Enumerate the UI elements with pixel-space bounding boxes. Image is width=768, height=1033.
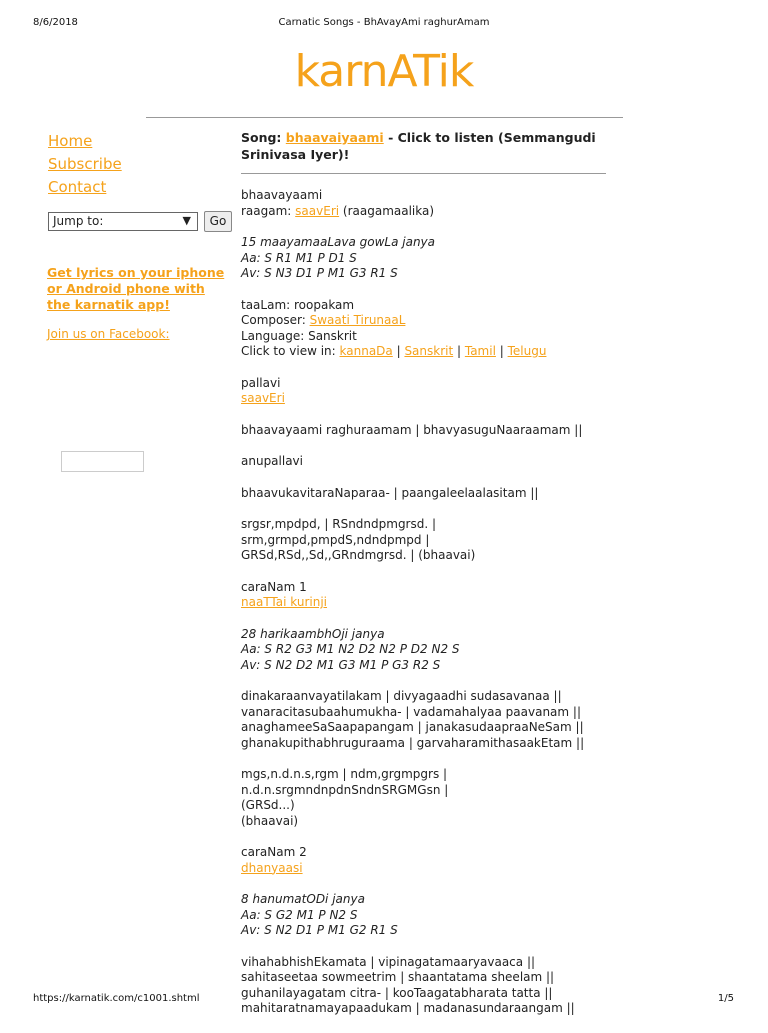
pallavi-line: bhaavayaami raghuraamam | bhavyasuguNaaraamam || bbox=[241, 422, 583, 437]
app-promo-link[interactable]: Get lyrics on your iphone or Android phone with the karnatik app! bbox=[47, 265, 225, 312]
pallavi-raga-link[interactable]: saavEri bbox=[241, 391, 285, 405]
caranam1-scale bbox=[241, 627, 621, 674]
caranam2-scale bbox=[241, 892, 621, 939]
sidebar-nav bbox=[48, 130, 122, 199]
arohanam-text: Aa: S R1 M1 P D1 S bbox=[241, 250, 357, 265]
pallavi-heading bbox=[241, 376, 621, 407]
raagam-note: (raagamaalika) bbox=[339, 203, 435, 218]
language-text: Language: Sanskrit bbox=[241, 328, 357, 343]
caranam2-heading bbox=[241, 845, 621, 876]
mela-text: 8 hanumatODi janya bbox=[241, 892, 365, 906]
view-kannada-link[interactable]: kannaDa bbox=[339, 344, 393, 358]
lyric-line: dinakaraanvayatilakam | divyagaadhi sudasavanaa || bbox=[241, 689, 562, 703]
avarohanam-text: Av: S N2 D1 P M1 G2 R1 S bbox=[241, 923, 398, 937]
swaram-line: (bhaavai) bbox=[241, 813, 299, 828]
raagam-label: raagam: bbox=[241, 203, 296, 218]
view-telugu-link[interactable]: Telugu bbox=[507, 344, 547, 358]
swaram-line: srgsr,mpdpd, | RSndndpmgrsd. | bbox=[241, 517, 437, 531]
caranam2-lyrics bbox=[241, 955, 621, 1017]
composition-info bbox=[241, 298, 621, 360]
swaram-block-1 bbox=[241, 517, 621, 564]
jump-to-select[interactable] bbox=[48, 212, 198, 231]
lyric-line: sahitaseetaa sowmeetrim | shaantatama sheelam || bbox=[241, 970, 555, 984]
song-listen-link[interactable]: bhaavaiyaami bbox=[285, 130, 384, 145]
view-in-label: Click to view in: bbox=[241, 344, 340, 358]
lyrics-content bbox=[241, 188, 621, 1033]
song-suffix: - Click to listen (Semmangudi Srinivasa Iyer)! bbox=[241, 130, 596, 162]
swaram-line: (GRSd...) bbox=[241, 798, 295, 812]
mela-text: 28 harikaambhOji janya bbox=[241, 626, 385, 641]
swaram-line: srm,grmpd,pmpdS,ndndpmpd | bbox=[241, 532, 430, 547]
view-sanskrit-link[interactable]: Sanskrit bbox=[404, 344, 454, 358]
song-prefix: Song: bbox=[241, 130, 286, 145]
nav-home-link[interactable]: Home bbox=[48, 132, 93, 150]
facebook-link[interactable]: Join us on Facebook: bbox=[47, 327, 170, 341]
song-divider bbox=[241, 173, 606, 174]
composer-label: Composer: bbox=[241, 313, 310, 327]
print-page-number: 1/5 bbox=[717, 993, 734, 1004]
lyric-line: mahitaratnamayapaadukam | madanasundaraangam || bbox=[241, 1001, 575, 1015]
view-tamil-link[interactable]: Tamil bbox=[464, 344, 496, 358]
lyric-line: anaghameeSaSaapapangam | janakasudaapraaNeSam || bbox=[241, 720, 584, 734]
arohanam-text: Aa: S R2 G3 M1 N2 D2 N2 P D2 N2 S bbox=[241, 642, 460, 656]
lyric-line: vihahabhishEkamata | vipinagatamaaryavaaca || bbox=[241, 954, 536, 969]
caranam2-label: caraNam 2 bbox=[241, 845, 307, 859]
song-heading bbox=[241, 129, 606, 163]
avarohanam-text: Av: S N3 D1 P M1 G3 R1 S bbox=[241, 266, 398, 280]
lyric-line: guhanilayagatam citra- | kooTaagatabharata tatta || bbox=[241, 985, 553, 1000]
anupallavi-line: bhaavukavitaraNaparaa- | paangaleelaalasitam || bbox=[241, 485, 539, 500]
empty-widget-box bbox=[61, 451, 144, 472]
song-info bbox=[241, 188, 621, 219]
mela-text: 15 maayamaaLava gowLa janya bbox=[241, 235, 436, 249]
lyric-line: ghanakupithabhruguraama | garvaharamithasaakEtam || bbox=[241, 735, 585, 750]
swaram-line: GRSd,RSd,,Sd,,GRndmgrsd. | (bhaavai) bbox=[241, 548, 476, 562]
composer-link[interactable]: Swaati TirunaaL bbox=[309, 313, 406, 327]
scale-info bbox=[241, 235, 621, 282]
print-title: Carnatic Songs - BhAvayAmi raghurAmam bbox=[278, 17, 490, 28]
arohanam-text: Aa: S G2 M1 P N2 S bbox=[241, 907, 358, 922]
nav-subscribe-link[interactable]: Subscribe bbox=[48, 155, 122, 173]
swaram-block-2 bbox=[241, 767, 621, 829]
separator: | bbox=[392, 344, 405, 358]
print-date: 8/6/2018 bbox=[33, 17, 78, 28]
raagam-link[interactable]: saavEri bbox=[295, 203, 340, 218]
site-logo[interactable]: karnATik bbox=[294, 46, 474, 97]
logo-divider bbox=[146, 117, 623, 118]
jump-to-label: Jump to: bbox=[53, 214, 104, 228]
swaram-line: mgs,n.d.n.s,rgm | ndm,grgmpgrs | bbox=[241, 767, 448, 781]
caranam1-label: caraNam 1 bbox=[241, 579, 307, 594]
go-button[interactable]: Go bbox=[204, 211, 232, 232]
separator: | bbox=[495, 344, 508, 358]
pallavi-label: pallavi bbox=[241, 375, 281, 390]
avarohanam-text: Av: S N2 D2 M1 G3 M1 P G3 R2 S bbox=[241, 657, 441, 672]
lyric-line: vanaracitasubaahumukha- | vadamahalyaa paavanam || bbox=[241, 704, 582, 719]
separator: | bbox=[453, 344, 465, 358]
print-url: https://karnatik.com/c1001.shtml bbox=[33, 993, 200, 1004]
caranam1-raga-link[interactable]: naaTTai kurinji bbox=[241, 595, 328, 609]
anupallavi-label: anupallavi bbox=[241, 454, 303, 468]
caranam1-lyrics bbox=[241, 689, 621, 751]
chevron-down-icon: ▼ bbox=[182, 214, 191, 227]
caranam2-raga-link[interactable]: dhanyaasi bbox=[241, 860, 303, 875]
swaram-line: n.d.n.srgmndnpdnSndnSRGMGsn | bbox=[241, 782, 449, 797]
caranam1-heading bbox=[241, 580, 621, 611]
taalam-text: taaLam: roopakam bbox=[241, 297, 355, 312]
nav-contact-link[interactable]: Contact bbox=[48, 178, 107, 196]
song-name: bhaavayaami bbox=[241, 188, 323, 202]
